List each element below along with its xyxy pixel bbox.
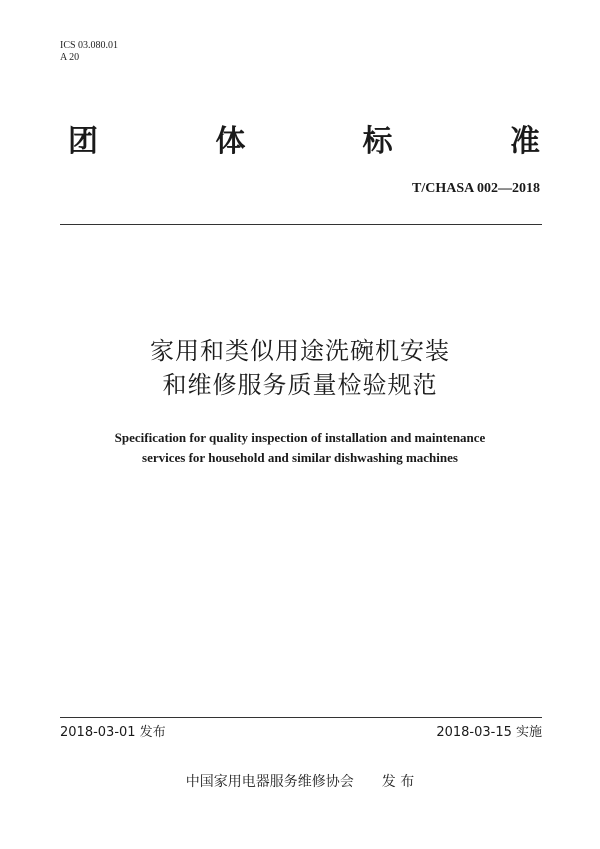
english-title-line: services for household and similar dishwashing machines bbox=[142, 450, 458, 465]
category-char: 团 bbox=[68, 124, 98, 159]
publisher-action: 发 布 bbox=[381, 774, 415, 790]
standard-number: T/CHASA 002—2018 bbox=[412, 181, 540, 196]
category-char: 标 bbox=[362, 124, 393, 159]
chinese-title bbox=[0, 334, 600, 402]
implementation-date: 2018-03-15 实施 bbox=[436, 725, 542, 740]
classification-codes bbox=[60, 40, 118, 64]
english-title bbox=[0, 428, 600, 468]
ics-code: ICS 03.080.01 bbox=[60, 40, 119, 51]
category-char: 体 bbox=[215, 124, 246, 159]
category-char: 准 bbox=[509, 124, 540, 159]
publisher bbox=[0, 773, 600, 791]
standard-category bbox=[68, 124, 540, 160]
issue-date: 2018-03-01 发布 bbox=[60, 725, 166, 740]
publisher-name: 中国家用电器服务维修协会 bbox=[185, 774, 354, 790]
chinese-title-line: 和维修服务质量检验规范 bbox=[162, 371, 438, 399]
chinese-title-line: 家用和类似用途洗碗机安装 bbox=[150, 337, 450, 365]
ccs-code: A 20 bbox=[60, 52, 80, 63]
top-divider bbox=[60, 224, 542, 225]
bottom-divider bbox=[60, 717, 542, 718]
english-title-line: Specification for quality inspection of installation and maintenance bbox=[114, 430, 486, 445]
